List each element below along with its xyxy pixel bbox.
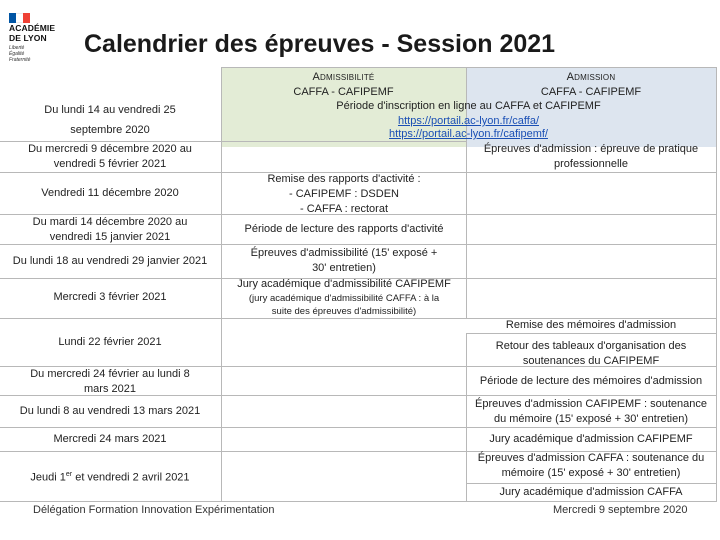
row11-date: Jeudi 1er et vendredi 2 avril 2021	[30, 471, 190, 484]
row11-right: Épreuves d'admission CAFFA : soutenance du mémoire (15' exposé + 30' entretien)	[477, 452, 705, 479]
grid-line	[221, 67, 716, 68]
row5-mid: Épreuves d'admissibilité (15' exposé + 30' entretien)	[250, 247, 438, 274]
inscription-text: Période d'inscription en ligne au CAFFA et CAFIPEMF	[336, 100, 601, 112]
row10-right: Jury académique d'admission CAFIPEMF	[489, 433, 693, 445]
row10-date: Mercredi 24 mars 2021	[53, 433, 167, 445]
grid-line	[466, 333, 716, 334]
row12-right: Jury académique d'admission CAFFA	[499, 486, 683, 498]
grid-line	[466, 483, 716, 484]
row7-date: Lundi 22 février 2021	[58, 336, 162, 348]
page-title: Calendrier des épreuves - Session 2021	[84, 30, 556, 58]
row1-date-b: septembre 2020	[70, 124, 150, 136]
row9-date: Du lundi 8 au vendredi 13 mars 2021	[19, 405, 201, 417]
logo-motto: Liberté Égalité Fraternité	[9, 45, 31, 63]
footer-department: Délégation Formation Innovation Expérimentation	[33, 504, 275, 516]
admission-header: Admission CAFFA - CAFIPEMF	[540, 71, 642, 98]
row2-date: Du mercredi 9 décembre 2020 au vendredi 5 février 2021	[28, 143, 192, 170]
grid-line	[0, 501, 716, 502]
row3-mid: Remise des rapports d'activité : - CAFIPEMF : DSDEN - CAFFA : rectorat	[267, 173, 421, 215]
row9-right: Épreuves d'admission CAFIPEMF : soutenance du mémoire (15' exposé + 30' entretien)	[475, 398, 707, 425]
grid-line	[716, 67, 717, 502]
footer-date: Mercredi 9 septembre 2020	[553, 504, 688, 516]
row2-right: Épreuves d'admission : épreuve de pratique professionnelle	[483, 143, 699, 170]
row6-date: Mercredi 3 février 2021	[53, 291, 167, 303]
logo-line1: ACADÉMIE	[9, 23, 56, 33]
row5-date: Du lundi 18 au vendredi 29 janvier 2021	[12, 255, 208, 267]
row8-date: Du mercredi 24 février au lundi 8 mars 2021	[30, 368, 190, 395]
marianne-flag-icon	[9, 10, 31, 20]
admissibilite-header: Admissibilité CAFFA - CAFIPEMF	[293, 71, 394, 98]
logo-line2: DE LYON	[9, 33, 47, 43]
row4-date: Du mardi 14 décembre 2020 au vendredi 15 janvier 2021	[32, 216, 188, 243]
row7-span: Remise des mémoires d'admission	[505, 319, 677, 331]
row3-date: Vendredi 11 décembre 2020	[41, 187, 179, 199]
row4-mid: Période de lecture des rapports d'activité	[244, 223, 444, 235]
grid-line	[0, 427, 716, 428]
academie-logo	[6, 8, 68, 70]
row8-right: Période de lecture des mémoires d'admission	[479, 375, 703, 387]
row1-date-a: Du lundi 14 au vendredi 25	[44, 104, 176, 116]
cafipemf-link[interactable]: https://portail.ac-lyon.fr/cafipemf/	[389, 128, 548, 140]
row7-right: Retour des tableaux d'organisation des soutenances du CAFIPEMF	[495, 340, 687, 367]
caffa-link[interactable]: https://portail.ac-lyon.fr/caffa/	[397, 115, 540, 127]
row6-mid: Jury académique d'admissibilité CAFIPEMF (jury académique d'admissibilité CAFFA : à la suite des épreuves d'admissibilité)	[237, 278, 451, 317]
